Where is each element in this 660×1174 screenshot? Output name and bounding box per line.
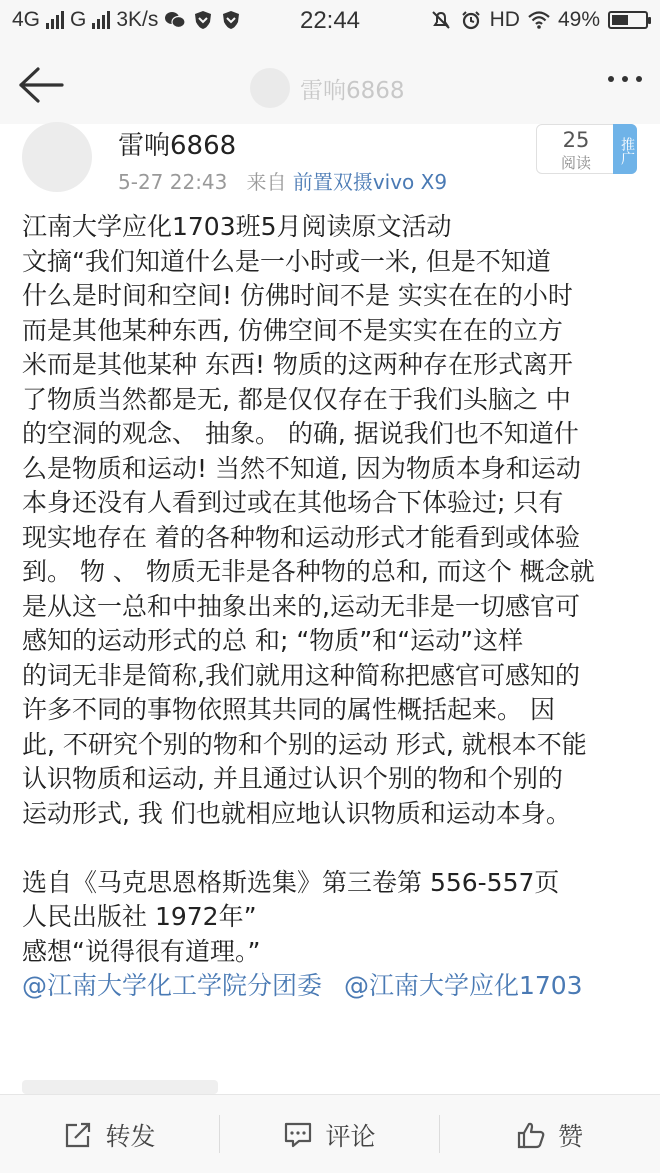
post-meta	[118, 166, 447, 195]
repost-label: 转发	[105, 1121, 156, 1151]
wifi-icon	[528, 10, 550, 30]
alarm-clock-icon	[460, 10, 482, 30]
post-text-line: 许多不同的事物依照其共同的属性概括起来。 因	[22, 695, 555, 724]
post-text-line: 什么是时间和空间! 仿佛时间不是 实实在在的小时	[22, 281, 573, 310]
post-text-line: 到。 物 、 物质无非是各种物的总和, 而这个 概念就	[22, 557, 595, 586]
battery-percent: 49%	[557, 8, 600, 31]
nav-avatar	[250, 68, 290, 108]
like-label: 赞	[557, 1121, 583, 1151]
post-text-line: 么是物质和运动! 当然不知道, 因为物质本身和运动	[22, 453, 581, 483]
post-text-line: 的词无非是简称,我们就用这种简称把感官可感知的	[22, 660, 580, 690]
nav-title	[250, 68, 405, 108]
repost-icon	[63, 1121, 93, 1149]
post-text-line: 米而是其他某种 东西! 物质的这两种存在形式离开	[22, 350, 573, 379]
read-count-box	[536, 124, 637, 174]
mentions	[22, 969, 642, 1004]
post-text-line: 现实地存在 着的各种物和运动形式才能看到或体验	[22, 522, 580, 552]
read-label: 阅读	[560, 154, 591, 172]
hd-label: HD	[489, 8, 520, 31]
clock: 22:44	[299, 7, 361, 34]
mute-bell-icon	[430, 10, 452, 30]
post-text-line: 运动形式, 我 们也就相应地认识物质和运动本身。	[22, 798, 571, 828]
network-g-label: G	[70, 8, 87, 31]
thumbs-up-icon	[516, 1121, 546, 1149]
from-label: 来自	[246, 170, 287, 194]
read-count: 25	[562, 128, 590, 152]
blank-line	[22, 831, 642, 866]
source-text-line: 人民出版社 1972年”	[22, 902, 257, 931]
post-text-line: 本身还没有人看到过或在其他场合下体验过; 只有	[22, 488, 564, 517]
net-speed: 3K/s	[116, 8, 159, 31]
source-text-line: 感想“说得很有道理。”	[22, 936, 261, 966]
post-text-line: 的空洞的观念、 抽象。 的确, 据说我们也不知道什	[22, 419, 579, 448]
source-text	[22, 866, 642, 970]
timestamp: 5-27 22:43	[118, 170, 228, 194]
post-text	[22, 210, 642, 831]
post-text-line: 文摘“我们知道什么是一小时或一米, 但是不知道	[22, 246, 551, 276]
post-text-line: 此, 不研究个别的物和个别的运动 形式, 就根本不能	[22, 729, 587, 759]
repost-button[interactable]	[0, 1095, 219, 1174]
post-text-line: 是从这一总和中抽象出来的,运动无非是一切感官可	[22, 591, 580, 621]
avatar[interactable]	[22, 122, 92, 192]
battery-icon	[608, 11, 648, 29]
promote-button[interactable]: 推广	[613, 124, 637, 174]
status-right	[430, 8, 648, 32]
mention-link-2[interactable]: @江南大学应化1703	[343, 971, 583, 1000]
back-arrow-icon[interactable]	[16, 64, 64, 106]
post-content	[22, 210, 642, 1004]
comment-button[interactable]	[220, 1095, 439, 1174]
post-text-line: 而是其他某种东西, 仿佛空间不是实实在在的立方	[22, 315, 563, 345]
post-text-line: 了物质当然都是无, 都是仅仅存在于我们头脑之 中	[22, 384, 571, 414]
username[interactable]: 雷响6868	[118, 131, 237, 161]
comment-icon	[283, 1121, 313, 1149]
battery-fill	[612, 15, 628, 25]
more-dots-icon[interactable]	[608, 76, 642, 82]
nav-title-text: 雷响6868	[300, 77, 405, 104]
post-text-line: 认识物质和运动, 并且通过认识个别的物和个别的	[22, 764, 563, 793]
comment-label: 评论	[325, 1121, 376, 1151]
like-button[interactable]	[440, 1095, 659, 1174]
status-bar	[0, 0, 660, 46]
source-text-line: 选自《马克思恩格斯选集》第三卷第 556-557页	[22, 867, 560, 897]
device-source[interactable]: 前置双摄vivo X9	[292, 170, 448, 194]
nav-bar	[0, 46, 660, 124]
mention-link-1[interactable]: @江南大学化工学院分团委	[22, 971, 323, 1000]
location-chip	[22, 1080, 218, 1094]
post-text-line: 江南大学应化1703班5月阅读原文活动	[22, 212, 452, 241]
bottom-toolbar	[0, 1094, 660, 1173]
network-4g-label: 4G	[12, 8, 41, 31]
post-text-line: 感知的运动形式的总 和; “物质”和“运动”这样	[22, 626, 524, 655]
